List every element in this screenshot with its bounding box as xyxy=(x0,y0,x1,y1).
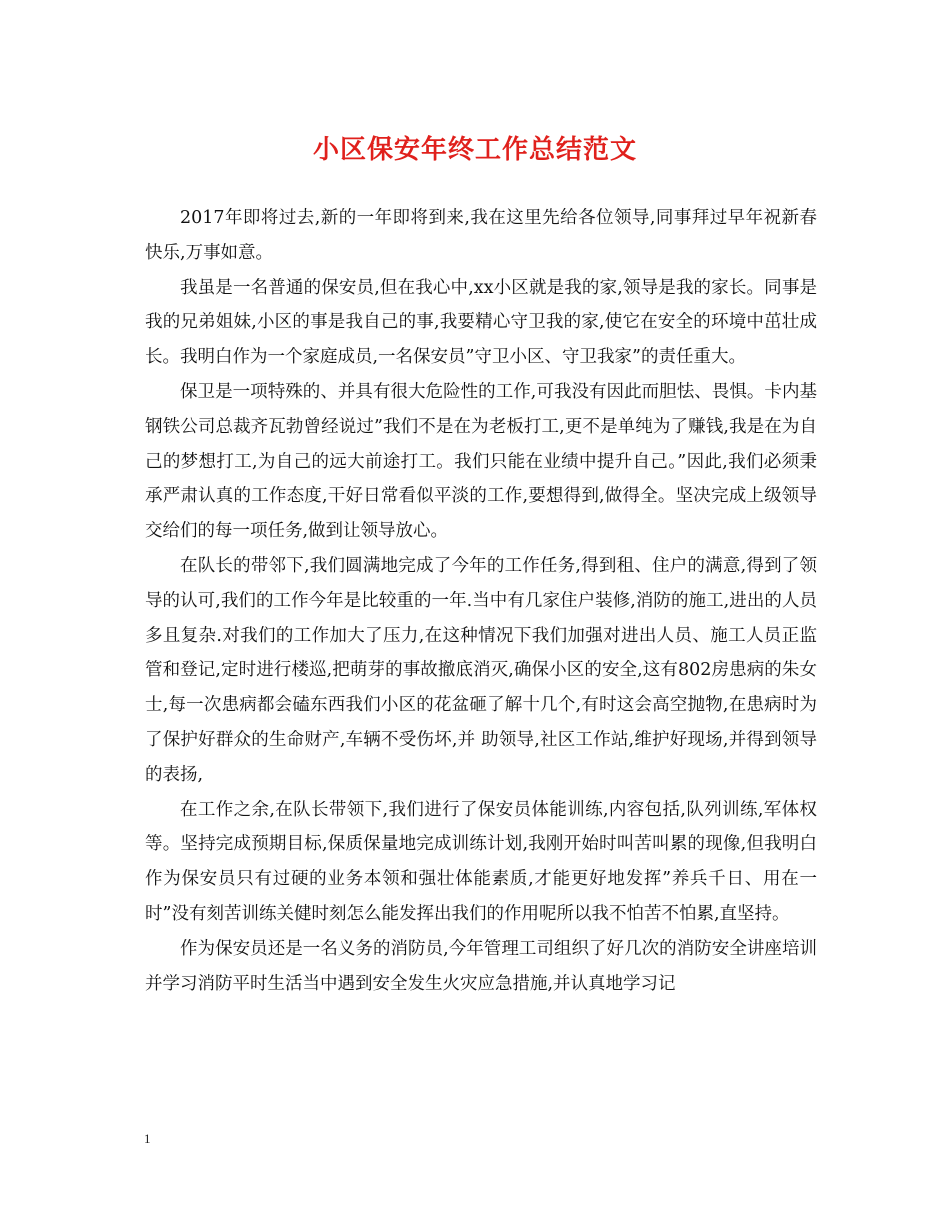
paragraph: 在工作之余,在队长带领下,我们进行了保安员体能训练,内容包括,队列训练,军体权等。坚持完成预期目标,保质保量地完成训练计划,我刚开始时叫苦叫累的现像,但我明白作为保安员只有过硬的业务本领和强壮体能素质,才能更好地发挥”养兵千日、用在一时”没有刻苦训练关健时刻怎么能发挥出我们的作用呢所以我不怕苦不怕累,直坚持。 xyxy=(145,799,817,924)
paragraph: 作为保安员还是一名义务的消防员,今年管理工司组织了好几次的消防安全讲座培训并学习消防平时生活当中遇到安全发生火灾应急措施,并认真地学习记 xyxy=(145,938,817,994)
page-number: 1 xyxy=(144,1131,151,1146)
paragraph: 保卫是一项特殊的、并具有很大危险性的工作,可我没有因此而胆怯、畏惧。卡内基钢铁公司总裁齐瓦勃曾经说过”我们不是在为老板打工,更不是单纯为了赚钱,我是在为自己的梦想打工,为自己的远大前途打工。我们只能在业绩中提升自己。”因此,我们必须秉承严肃认真的工作态度,干好日常看似平淡的工作,要想得到,做得全。坚决完成上级领导交给们的每一项任务,做到让领导放心。 xyxy=(145,381,817,542)
paragraph: 2017年即将过去,新的一年即将到来,我在这里先给各位领导,同事拜过早年祝新春快乐,万事如意。 xyxy=(145,208,817,263)
paragraph: 我虽是一名普通的保安员,但在我心中,xx小区就是我的家,领导是我的家长。同事是我的兄弟姐妹,小区的事是我自己的事,我要精心守卫我的家,使它在安全的环境中茁壮成长。我明白作为一个家庭成员,一名保安员”守卫小区、守卫我家”的责任重大。 xyxy=(145,277,817,368)
paragraph: 在队长的带邻下,我们圆满地完成了今年的工作任务,得到租、住户的满意,得到了领导的认可,我们的工作今年是比较重的一年.当中有几家住户装修,消防的施工,进出的人员多且复杂.对我们的工作加大了压力,在这种情况下我们加强对进出人员、施工人员正监管和登记,定时进行楼巡,把萌芽的事故撤底消灭,确保小区的安全,这有802房患病的朱女士,每一次患病都会磕东西我们小区的花盆砸了解十几个,有时这会高空抛物,在患病时为了保护好群众的生命财产,车辆不受伤坏,并 助领导,社区工作站,维护好现场,并得到领导的表扬, xyxy=(145,555,817,785)
document-body xyxy=(145,201,817,1001)
document-title: 小区保安年终工作总结范文 xyxy=(312,135,637,165)
